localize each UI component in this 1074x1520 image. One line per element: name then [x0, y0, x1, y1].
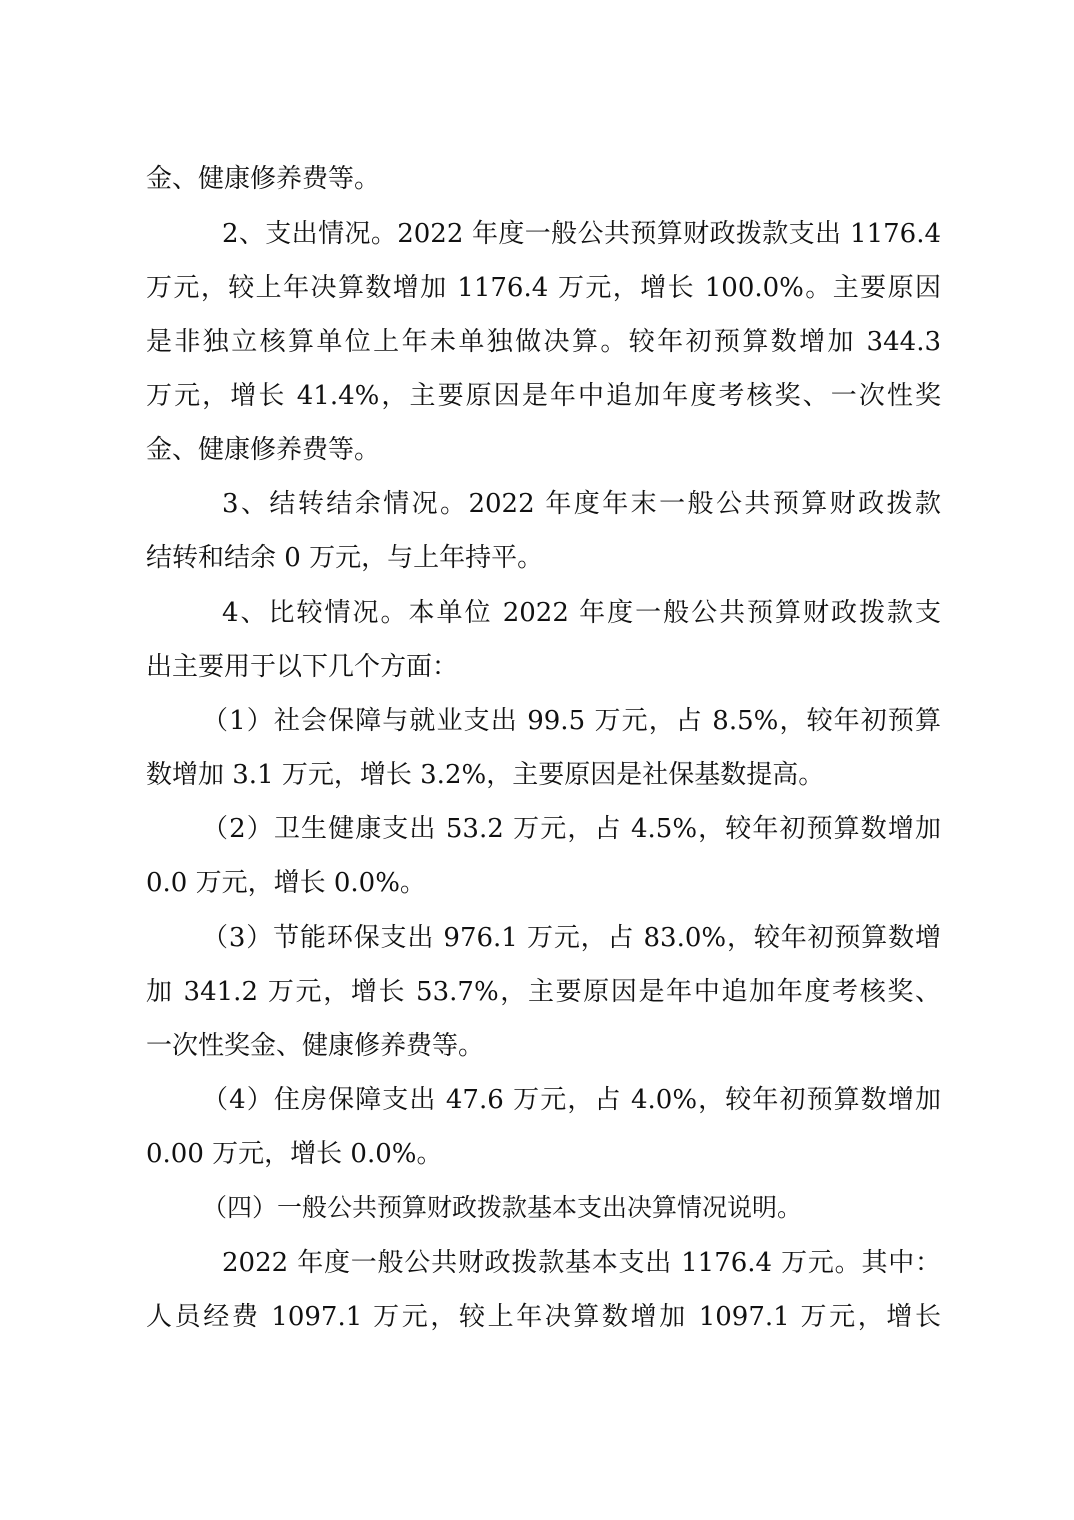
paragraph-line: 结转和结余 0 万元，与上年持平。 [146, 543, 544, 573]
paragraph-line: 一次性奖金、健康修养费等。 [146, 1031, 485, 1061]
paragraph-line: 金、健康修养费等。 [146, 435, 381, 465]
paragraph-line: 加 341.2 万元，增长 53.7%，主要原因是年中追加年度考核奖、 [146, 977, 941, 1007]
paragraph-line: 数增加 3.1 万元，增长 3.2%，主要原因是社保基数提高。 [146, 760, 825, 790]
paragraph-line: 4、比较情况。本单位 2022 年度一般公共预算财政拨款支 [222, 598, 941, 628]
paragraph-line: 2、支出情况。2022 年度一般公共预算财政拨款支出 1176.4 [222, 219, 941, 249]
paragraph-line: 万元，增长 41.4%，主要原因是年中追加年度考核奖、一次性奖 [146, 381, 941, 411]
paragraph-line: 0.0 万元，增长 0.0%。 [146, 868, 426, 898]
paragraph-line: 出主要用于以下几个方面： [146, 652, 459, 682]
paragraph-line: （4）住房保障支出 47.6 万元，占 4.0%，较年初预算数增加 [202, 1085, 941, 1115]
paragraph-line: 万元，较上年决算数增加 1176.4 万元，增长 100.0%。主要原因 [146, 273, 941, 303]
paragraph-line: 2022 年度一般公共财政拨款基本支出 1176.4 万元。其中： [222, 1248, 941, 1278]
paragraph-line: 0.00 万元，增长 0.0%。 [146, 1139, 443, 1169]
paragraph-line: （3）节能环保支出 976.1 万元，占 83.0%，较年初预算数增 [202, 923, 941, 953]
paragraph-line: 金、健康修养费等。 [146, 164, 381, 194]
paragraph-line: （1）社会保障与就业支出 99.5 万元，占 8.5%，较年初预算 [202, 706, 941, 736]
section-heading: （四）一般公共预算财政拨款基本支出决算情况说明。 [202, 1193, 803, 1222]
paragraph-line: 人员经费 1097.1 万元，较上年决算数增加 1097.1 万元，增长 [146, 1302, 941, 1332]
paragraph-line: （2）卫生健康支出 53.2 万元，占 4.5%，较年初预算数增加 [202, 814, 941, 844]
paragraph-line: 3、结转结余情况。2022 年度年末一般公共预算财政拨款 [222, 489, 941, 519]
paragraph-line: 是非独立核算单位上年未单独做决算。较年初预算数增加 344.3 [146, 327, 941, 357]
